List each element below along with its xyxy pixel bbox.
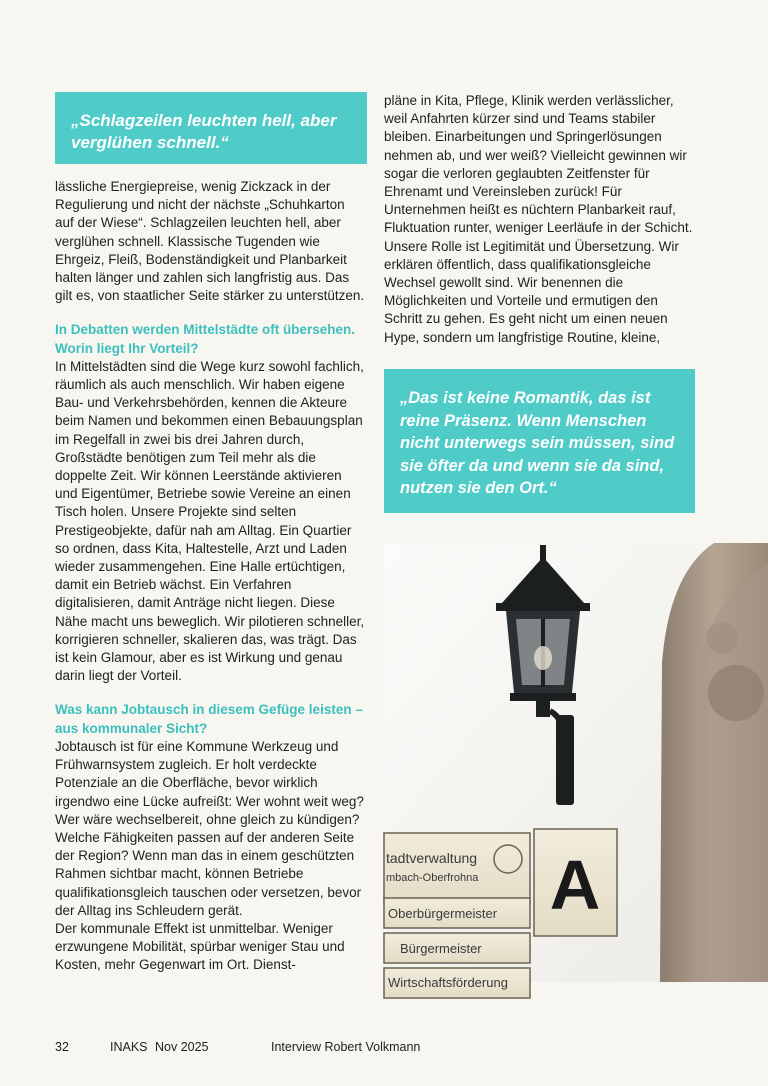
paragraph-left-1: lässliche Energiepreise, wenig Zickzack in der Regulierung und nicht der nächste „Schuhkarton auf der Wiese“. Schlagzeilen leuchten hell, aber verglühen schnell. Klassische Tugenden wie Ehrgeiz, Fleiß, Bodenständigkeit und Planbarkeit halten länger und zahlen sich langfristig aus. Das gilt es, von staatlicher Seite stärker zu unterstützen.: [55, 179, 365, 304]
sign-3-text: Bürgermeister: [400, 941, 482, 956]
sign-main-line2: mbach-Oberfrohna: [386, 872, 479, 884]
question-heading-2: Was kann Jobtausch in diesem Gefüge leisten – aus kommunaler Sicht?: [55, 702, 363, 736]
left-column: [55, 92, 367, 975]
pull-quote-1-text: „Schlagzeilen leuchten hell, aber verglühen schnell.“: [71, 111, 337, 152]
sign-main: [384, 833, 530, 903]
paragraph-left-4: Der kommunale Effekt ist unmittelbar. Weniger erzwungene Mobilität, spürbar weniger Stau und Kosten, mehr Gegenwart im Ort. Dienst-: [55, 920, 345, 973]
magazine-name: INAKS: [110, 1040, 148, 1054]
pull-quote-1: [55, 92, 367, 164]
section-title: Interview Robert Volkmann: [271, 1040, 421, 1054]
paragraph-right-2: Unsere Rolle ist Legitimität und Übersetzung. Wir erklären öffentlich, dass qualifikationsgleiche Wechsel gewollt sind. Wir benennen die Möglichkeiten und Vorteile und ermutigen den Schritt zu gehen. Es geht nicht um einen neuen Hype, sondern um langfristige Routine, kleine,: [384, 238, 679, 345]
issue-date: Nov 2025: [155, 1040, 209, 1054]
pull-quote-2: [384, 369, 695, 513]
sign-letter: A: [549, 846, 601, 924]
pull-quote-2-text: „Das ist keine Romantik, das ist reine Präsenz. Wenn Menschen nicht unterwegs sein müssen, sind sie öfter da und wenn sie da sind, nutzen sie den Ort.“: [400, 389, 675, 497]
right-column: [384, 92, 696, 347]
sign-main-line1: tadtverwaltung: [386, 850, 478, 866]
sign-2-text: Oberbürgermeister: [388, 906, 498, 921]
paragraph-right-1: pläne in Kita, Pflege, Klinik werden verlässlicher, weil Anfahrten kürzer sind und Teams stabiler bleiben. Einarbeitungen und Springerlösungen nehmen ab, und wer weiß? Vielleicht gewinnen wir sogar die verloren geglaubten Zeitfenster für Ehrenamt und Vereinsleben zurück! Für Unternehmen heißt es nüchtern Planbarkeit rauf, Fluktuation runter, weniger Leerläufe in der Schicht.: [384, 93, 693, 236]
stone-ornament: [708, 665, 764, 721]
question-heading-1: In Debatten werden Mittelstädte oft übersehen. Worin liegt Ihr Vorteil?: [55, 322, 356, 356]
page-number: 32: [55, 1040, 69, 1054]
photo-lantern-facade: [384, 543, 768, 990]
sign-4-text: Wirtschaftsförderung: [388, 975, 508, 990]
stone-ornament-2: [706, 622, 738, 654]
paragraph-left-2: In Mittelstädten sind die Wege kurz sowohl fachlich, räumlich als auch menschlich. Wir haben eigene Bau- und Verkehrsbehörden, kennen die Akteure beim Namen und bekommen einen Bebauungsplan im Regelfall in zwei bis drei Jahren durch, Großstädte benötigen zum Teil mehr als die doppelte Zeit. Wir können Leerstände aktivieren und Eigentümer, Betriebe sowie Vereine an einen Tisch holen. Unsere Projekte sind selten Prestigeobjekte, dafür nah am Alltag. Ein Quartier so ordnen, dass Kita, Haltestelle, Arzt und Laden wieder zusammengehen. Eine Halle ertüchtigen, damit ein Betrieb wächst. Ein Verfahren digitalisieren, damit Anträge nicht liegen. Diese Nähe macht uns beweglich. Wir pilotieren schneller, korrigieren schneller, skalieren das, was trägt. Das ist kein Glamour, aber es ist Wirkung und genau darin liegt der Vorteil.: [55, 358, 365, 684]
paragraph-left-3: Jobtausch ist für eine Kommune Werkzeug und Frühwarnsystem zugleich. Er holt verdeckte Potenziale an die Oberfläche, bevor wirklich irgendwo eine Lücke aufreißt: Wer wohnt weit weg? Wer wäre wechselbereit, ohne gleich zu kündigen? Welche Fähigkeiten passen auf der anderen Seite der Region? Wenn man das in einem geschützten Rahmen sichtbar macht, können Betriebe qualifikationsgleich tauschen oder versetzen, bevor der Alltag ins Schleudern gerät.: [55, 738, 364, 918]
photo-illustration: [384, 543, 768, 990]
